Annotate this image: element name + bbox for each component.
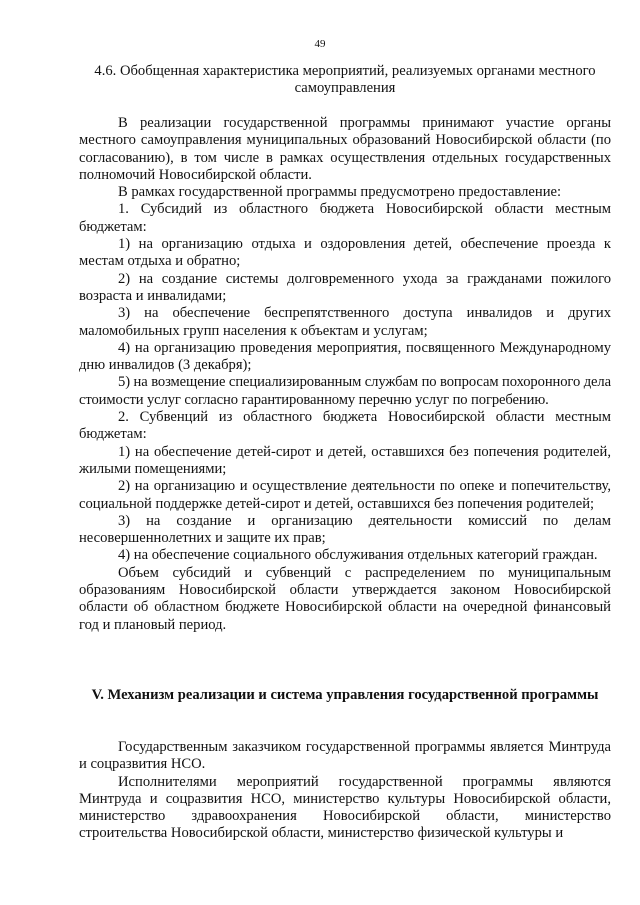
section-V-title: V. Механизм реализации и система управления государственной программы [91,687,599,703]
list-item: 1) на обеспечение детей-сирот и детей, оставшихся без попечения родителей, жилыми помещениями; [79,443,611,477]
paragraph: Государственным заказчиком государственной программы является Минтруда и соцразвития НСО. [79,739,611,773]
section-V-body [79,739,611,843]
section-4-6-body [79,115,611,634]
list-item: 1) на организацию отдыха и оздоровления детей, обеспечение проезда к местам отдыха и обратно; [79,236,611,270]
list-item: 2) на создание системы долговременного ухода за гражданами пожилого возраста и инвалидами; [79,270,611,304]
page-number: 49 [314,38,326,50]
list-item: 2) на организацию и осуществление деятельности по опеке и попечительству, социальной поддержке детей-сирот и детей, оставшихся без попечения родителей; [79,478,611,512]
paragraph: В рамках государственной программы предусмотрено предоставление: [118,184,562,201]
list-item: 5) на возмещение специализированным службам по вопросам похоронного дела стоимости услуг согласно гарантированному перечню услуг по погребению. [79,374,611,408]
list-item: 4) на обеспечение социального обслуживания отдельных категорий граждан. [118,547,598,564]
list-item: 3) на обеспечение беспрепятственного доступа инвалидов и других маломобильных групп населения к объектам и услугам; [79,305,611,339]
paragraph: Объем субсидий и субвенций с распределением по муниципальным образованиям Новосибирской области утверждается законом Новосибирской области об областном бюджете Новосибирской области на очередной финансовый год и плановый период. [79,564,611,633]
list-item: 1. Субсидий из областного бюджета Новосибирской области местным бюджетам: [79,201,611,235]
list-item: 4) на организацию проведения мероприятия, посвященного Международному дню инвалидов (3 декабря); [79,339,611,374]
list-item: 3) на создание и организацию деятельности комиссий по делам несовершеннолетних и защите их прав; [79,512,611,547]
list-item: 2. Субвенций из областного бюджета Новосибирской области местным бюджетам: [79,409,611,443]
section-4-6-title: 4.6. Обобщенная характеристика мероприятий, реализуемых органами местного самоуправления [94,63,596,97]
paragraph: В реализации государственной программы принимают участие органы местного самоуправления муниципальных образований Новосибирской области (по согласованию), в том числе в рамках осуществления отдельных государственных полномочий Новосибирской области. [79,115,611,183]
paragraph: Исполнителями мероприятий государственной программы являются Минтруда и соцразвития НСО, министерство культуры Новосибирской области, министерство здравоохранения Новосибирской области, министерство строительства Новосибирской области, министерство физической культуры и [79,773,611,842]
